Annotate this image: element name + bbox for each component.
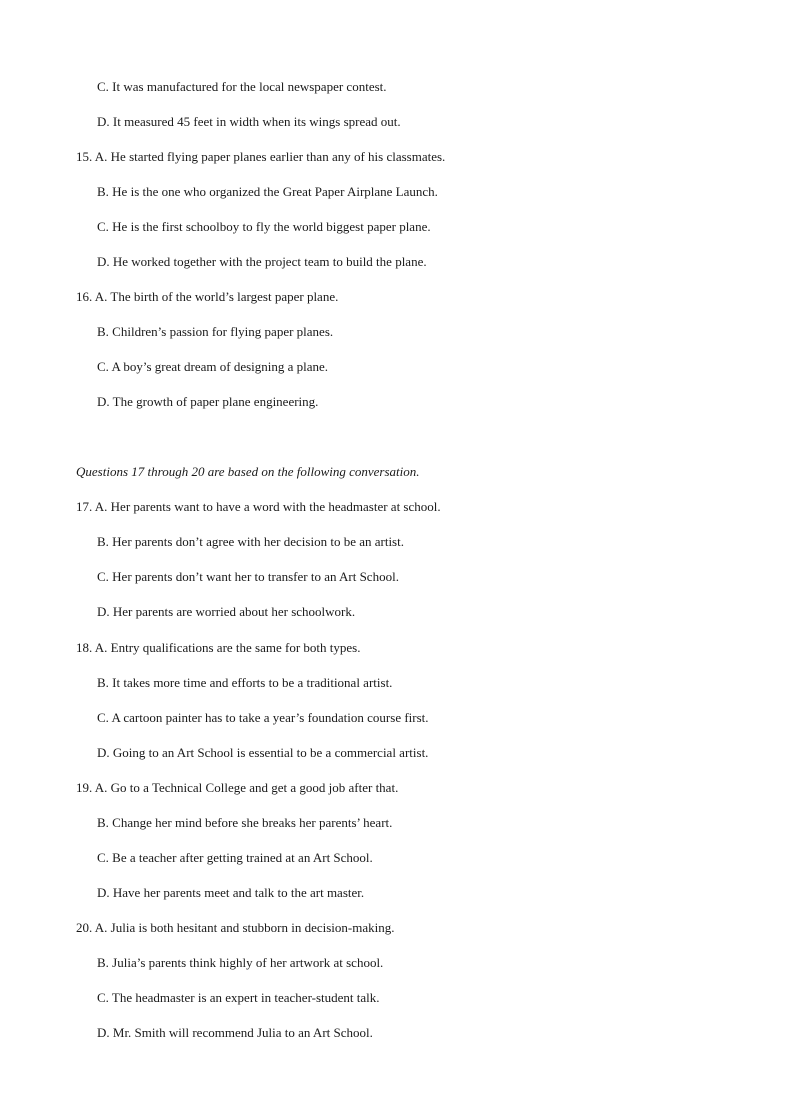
q19-option-b: B. Change her mind before she breaks her parents’ heart. bbox=[97, 815, 393, 830]
q17-option-b: B. Her parents don’t agree with her decision to be an artist. bbox=[97, 534, 404, 549]
q20-option-c: C. The headmaster is an expert in teacher-student talk. bbox=[97, 990, 380, 1005]
q19-option-c: C. Be a teacher after getting trained at an Art School. bbox=[97, 850, 373, 865]
q20-option-d: D. Mr. Smith will recommend Julia to an Art School. bbox=[97, 1025, 373, 1040]
q15-option-c: C. He is the first schoolboy to fly the world biggest paper plane. bbox=[97, 219, 431, 234]
q17-option-c: C. Her parents don’t want her to transfer to an Art School. bbox=[97, 569, 399, 584]
q19-option-d: D. Have her parents meet and talk to the art master. bbox=[97, 885, 365, 900]
q18-option-a: 18. A. Entry qualifications are the same for both types. bbox=[76, 640, 361, 655]
q16-option-c: C. A boy’s great dream of designing a plane. bbox=[97, 359, 329, 374]
q16-option-a: 16. A. The birth of the world’s largest paper plane. bbox=[76, 289, 339, 304]
q15-option-d: D. He worked together with the project team to build the plane. bbox=[97, 254, 427, 269]
q16-option-b: B. Children’s passion for flying paper planes. bbox=[97, 324, 334, 339]
q19-option-a: 19. A. Go to a Technical College and get a good job after that. bbox=[76, 780, 399, 795]
q16-option-d: D. The growth of paper plane engineering. bbox=[97, 394, 319, 409]
q17-option-d: D. Her parents are worried about her schoolwork. bbox=[97, 604, 356, 619]
section-heading: Questions 17 through 20 are based on the following conversation. bbox=[76, 464, 420, 479]
q18-option-b: B. It takes more time and efforts to be a traditional artist. bbox=[97, 675, 393, 690]
q15-option-b: B. He is the one who organized the Great Paper Airplane Launch. bbox=[97, 184, 438, 199]
q14-option-d: D. It measured 45 feet in width when its wings spread out. bbox=[97, 114, 401, 129]
q15-option-a: 15. A. He started flying paper planes earlier than any of his classmates. bbox=[76, 149, 446, 164]
q18-option-c: C. A cartoon painter has to take a year’s foundation course first. bbox=[97, 710, 429, 725]
q20-option-a: 20. A. Julia is both hesitant and stubborn in decision-making. bbox=[76, 920, 395, 935]
q18-option-d: D. Going to an Art School is essential to be a commercial artist. bbox=[97, 745, 429, 760]
q14-option-c: C. It was manufactured for the local newspaper contest. bbox=[97, 79, 387, 94]
q17-option-a: 17. A. Her parents want to have a word with the headmaster at school. bbox=[76, 499, 441, 514]
q20-option-b: B. Julia’s parents think highly of her artwork at school. bbox=[97, 955, 384, 970]
